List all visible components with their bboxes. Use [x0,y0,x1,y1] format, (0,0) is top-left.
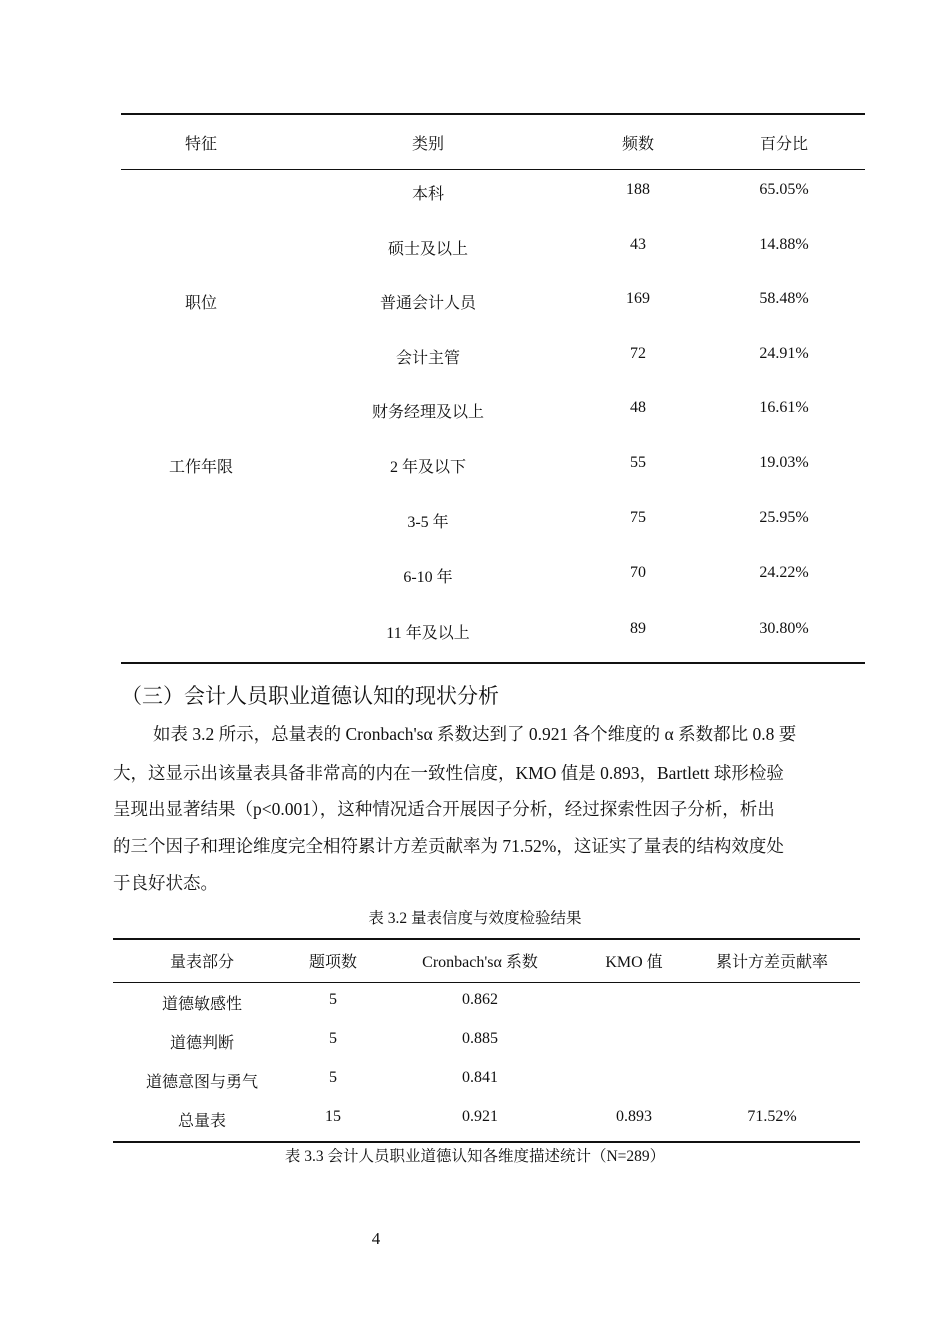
demographics-table [121,113,865,664]
group-label-position: 职位 [184,295,218,312]
cell-category: 3-5 年 [407,514,449,531]
header-scale-part: 量表部分 [169,954,235,971]
cell-count: 55 [630,454,646,471]
cell-alpha: 0.921 [462,1108,498,1125]
cell-count: 70 [630,564,646,581]
cell-scale-part: 道德敏感性 [161,996,243,1013]
table-row [113,991,860,1011]
table-row [121,620,865,640]
table-row [121,454,865,474]
header-frequency: 频数 [621,136,655,153]
section-heading: （三）会计人员职业道德认知的现状分析 [121,684,499,708]
cell-item-count: 15 [325,1108,341,1125]
page-number: 4 [371,1229,381,1248]
header-cronbach-alpha: Cronbach'sα 系数 [422,954,538,971]
header-feature: 特征 [184,136,218,153]
cell-percent: 65.05% [759,181,809,198]
cell-category: 会计主管 [395,350,461,367]
table-row [121,399,865,419]
cell-scale-part: 道德意图与勇气 [145,1074,259,1091]
cell-count: 48 [630,399,646,416]
table-header-row [121,115,865,169]
header-category: 类别 [411,136,445,153]
cell-kmo: 0.893 [616,1108,652,1125]
table-row [121,564,865,584]
cell-item-count: 5 [329,1069,337,1086]
table-row [121,345,865,365]
cell-item-count: 5 [329,991,337,1008]
cell-category: 6-10 年 [403,569,453,586]
paragraph-line: 的三个因子和理论维度完全相符累计方差贡献率为 71.52%，这证实了量表的结构效度处 [113,836,784,856]
cell-variance: 71.52% [747,1108,797,1125]
paragraph-line: 如表 3.2 所示，总量表的 Cronbach'sα 系数达到了 0.921 各个维度的 α 系数都比 0.8 要 [153,724,797,744]
cell-percent: 24.91% [759,345,809,362]
cell-count: 43 [630,236,646,253]
paragraph-line: 大，这显示出该量表具备非常高的内在一致性信度，KMO 值是 0.893，Bartlett 球形检验 [113,763,784,783]
cell-item-count: 5 [329,1030,337,1047]
cell-count: 89 [630,620,646,637]
cell-scale-part: 总量表 [177,1113,227,1130]
cell-scale-part: 道德判断 [169,1035,235,1052]
group-label-tenure: 工作年限 [168,459,234,476]
cell-percent: 19.03% [759,454,809,471]
table-body [113,983,860,1141]
table-bottom-rule [113,1141,860,1143]
table-header-row [113,940,860,982]
table-row [121,181,865,201]
cell-percent: 16.61% [759,399,809,416]
cell-count: 188 [626,181,650,198]
cell-count: 72 [630,345,646,362]
table-row [113,1108,860,1128]
cell-alpha: 0.885 [462,1030,498,1047]
table-body [121,170,865,662]
header-item-count: 题项数 [308,954,358,971]
cell-category: 普通会计人员 [379,295,477,312]
table-bottom-rule [121,662,865,664]
cell-alpha: 0.841 [462,1069,498,1086]
cell-count: 75 [630,509,646,526]
table-row [121,290,865,310]
cell-percent: 30.80% [759,620,809,637]
cell-alpha: 0.862 [462,991,498,1008]
cell-category: 2 年及以下 [389,459,467,476]
cell-percent: 58.48% [759,290,809,307]
table-row [113,1069,860,1089]
paragraph-line: 于良好状态。 [113,873,218,893]
reliability-validity-table [113,938,860,1143]
cell-count: 169 [626,290,650,307]
table-row [121,509,865,529]
cell-category: 硕士及以上 [387,241,469,258]
cell-percent: 25.95% [759,509,809,526]
table-caption: 表 3.2 量表信度与效度检验结果 [368,910,582,927]
table-row [121,236,865,256]
table-row [113,1030,860,1050]
cell-category: 11 年及以上 [386,625,470,642]
paragraph-line: 呈现出显著结果（p<0.001），这种情况适合开展因子分析，经过探索性因子分析，析出 [113,799,775,819]
cell-category: 财务经理及以上 [371,404,485,421]
header-percent: 百分比 [759,136,809,153]
header-variance: 累计方差贡献率 [715,954,829,971]
cell-percent: 14.88% [759,236,809,253]
cell-category: 本科 [411,186,445,203]
table-caption: 表 3.3 会计人员职业道德认知各维度描述统计（N=289） [284,1148,666,1165]
header-kmo: KMO 值 [605,954,663,971]
cell-percent: 24.22% [759,564,809,581]
